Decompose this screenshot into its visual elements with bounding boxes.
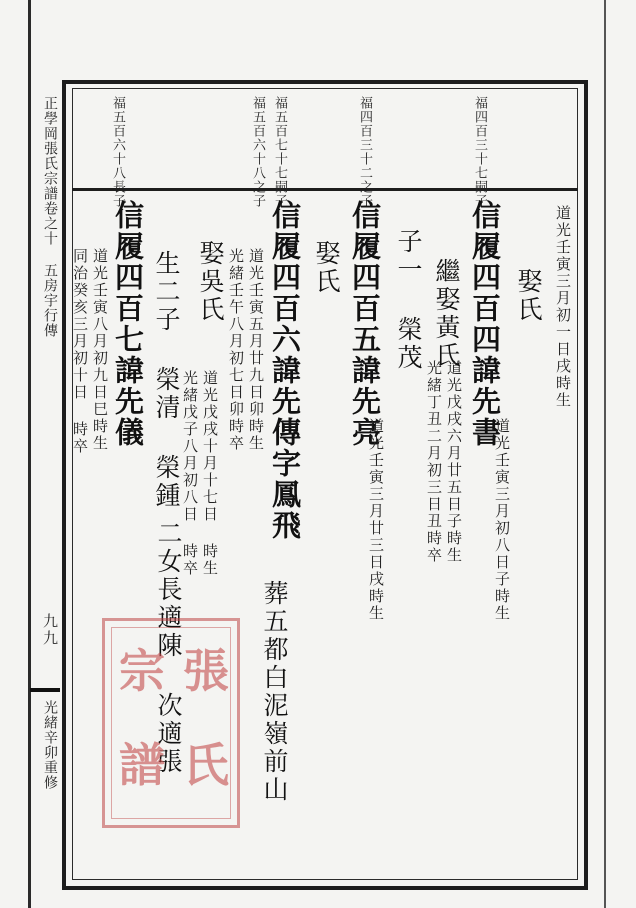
entry3-burial: 葬五都白泥嶺前山 [260,580,289,804]
margin-title: 正學岡張氏宗譜卷之十 五房宇行傳 [42,96,58,338]
seal-char: 譜 [119,738,165,792]
head-note-3: 福五百六十八之子 [250,96,265,208]
entry3-spouse-birth: 道光戊戌十月十七日 時生 [201,370,219,577]
spouse1-birth: 道光壬寅三月初一日戌時生 [554,205,572,409]
header-separator [72,188,578,191]
head-note-4: 福五百七十七嗣子 [272,96,287,208]
seal-char: 張 [183,644,229,698]
entry3-birth: 道光壬寅五月廿九日卯時生 [247,248,265,452]
head-note-5: 福五百六十八長子 [110,96,125,208]
entry3-spouse-death: 光緒戊子八月初八日 時卒 [181,370,199,577]
entry2-name: 信履四百五諱先亮 [348,200,382,448]
seal-char: 氏 [183,738,229,792]
page-left-edge [28,0,31,908]
spouse2-birth: 道光戊戌六月廿五日子時生 [445,360,463,564]
margin-divider [30,688,60,692]
spouse1-name: 娶氏 [514,268,543,324]
entry3-spouse: 娶吳氏 [196,240,225,324]
spouse2-name: 繼娶黃氏 [432,258,461,370]
page-number: 九九 [41,613,59,647]
entry2-birth: 道光壬寅三月廿三日戌時生 [367,418,385,622]
entry1-son: 子一 榮茂 [394,228,423,372]
entry4-birth: 道光壬寅八月初九日巳時生 [91,248,109,452]
entry3-sons: 生二子 榮清 榮鍾 [152,250,181,510]
entry4-name: 信履四百七諱先儀 [111,200,145,448]
entry3-death: 光緒壬午八月初七日卯時卒 [227,248,245,452]
page-right-edge [604,0,606,908]
entry1-name: 信履四百四諱先書 [468,200,502,448]
head-note-1: 福四百三十七嗣子 [472,96,487,208]
entry1-birth: 道光壬寅三月初八日子時生 [493,418,511,622]
red-seal-stamp [102,618,240,828]
entry4-death: 同治癸亥三月初十日 時卒 [71,248,89,455]
seal-char: 宗 [119,644,165,698]
spouse2-death: 光緒丁丑二月初三日丑時卒 [425,360,443,564]
head-note-2: 福四百三十二之子 [357,96,372,208]
entry2-spouse: 娶氏 [312,240,341,296]
edition-note: 光緒辛卯重修 [42,700,58,790]
entry3-daughters: 二女長適陳 次適張 [154,520,183,776]
entry3-name: 信履四百六諱先傳字鳳飛 [268,200,302,541]
